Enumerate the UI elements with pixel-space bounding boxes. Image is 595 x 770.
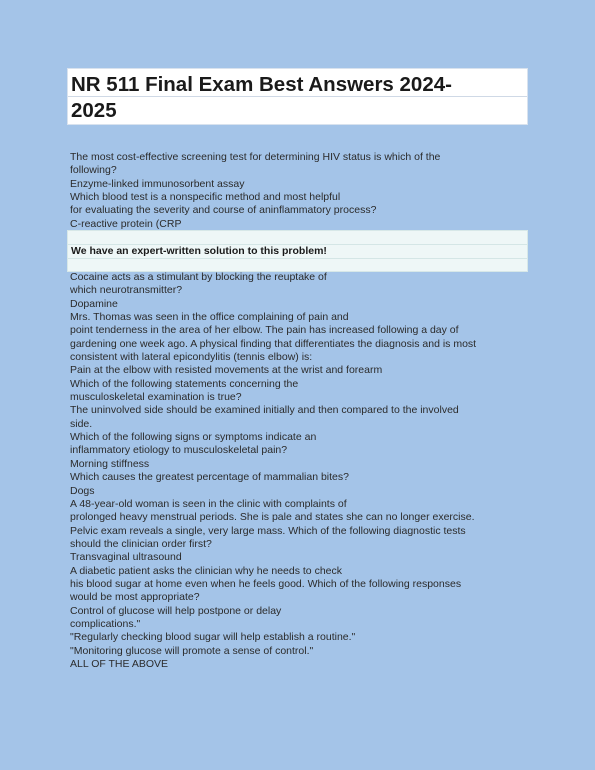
main-text-line: Dopamine [70, 297, 118, 310]
main-text-line: A diabetic patient asks the clinician why he needs to check [70, 564, 342, 577]
main-text-line: Which of the following statements concerning the [70, 377, 299, 390]
text-block-main [70, 271, 528, 671]
solution-banner-text: We have an expert-written solution to this problem! [71, 245, 327, 257]
main-text-line: side. [70, 417, 93, 430]
main-text-line: his blood sugar at home even when he feels good. Which of the following responses [70, 577, 462, 590]
main-text-line: inflammatory etiology to musculoskeletal pain? [70, 444, 288, 457]
main-text-line: ALL OF THE ABOVE [70, 657, 169, 670]
main-text-line: Cocaine acts as a stimulant by blocking the reuptake of [70, 271, 327, 283]
main-text-line: would be most appropriate? [70, 591, 200, 604]
intro-text-line: The most cost-effective screening test for determining HIV status is which of the [70, 151, 441, 163]
main-text-line: complications." [70, 617, 141, 630]
main-text-line: Pelvic exam reveals a single, very large mass. Which of the following diagnostic tests [70, 524, 466, 537]
main-text-line: point tenderness in the area of her elbow. The pain has increased following a day of [70, 324, 459, 337]
solution-banner [67, 230, 528, 272]
intro-text-line: for evaluating the severity and course of aninflammatory process? [70, 204, 377, 217]
main-text-line: Dogs [70, 484, 95, 497]
main-text-line: consistent with lateral epicondylitis (tennis elbow) is: [70, 351, 313, 364]
title-box [67, 68, 528, 125]
main-text-line: "Regularly checking blood sugar will help establish a routine." [70, 631, 356, 644]
main-text-line: Transvaginal ultrasound [70, 551, 182, 564]
main-text-line: "Monitoring glucose will promote a sense of control." [70, 644, 314, 657]
main-text-line: gardening one week ago. A physical finding that differentiates the diagnosis and is most [70, 337, 477, 350]
intro-text-line: Which blood test is a nonspecific method and most helpful [70, 191, 341, 204]
main-text-line: Mrs. Thomas was seen in the office complaining of pain and [70, 311, 349, 324]
page-title-line-1: NR 511 Final Exam Best Answers 2024- [71, 73, 452, 96]
main-text-line: The uninvolved side should be examined initially and then compared to the involved [70, 404, 459, 417]
main-text-line: which neurotransmitter? [70, 284, 183, 297]
banner-divider-bottom [68, 258, 527, 259]
main-text-line: A 48-year-old woman is seen in the clinic with complaints of [70, 497, 347, 510]
page-title-line-2: 2025 [71, 99, 117, 122]
text-block-intro [70, 151, 528, 231]
main-text-line: Morning stiffness [70, 457, 150, 470]
main-text-line: Which of the following signs or symptoms indicate an [70, 431, 317, 444]
main-text-line: Pain at the elbow with resisted movements at the wrist and forearm [70, 364, 383, 377]
main-text-line: Which causes the greatest percentage of mammalian bites? [70, 471, 349, 484]
main-text-line: musculoskeletal examination is true? [70, 391, 242, 404]
intro-text-line: C-reactive protein (CRP [70, 217, 182, 230]
main-text-line: prolonged heavy menstrual periods. She is pale and states she can no longer exercise. [70, 511, 475, 524]
main-text-line: should the clinician order first? [70, 537, 212, 550]
intro-text-line: Enzyme-linked immunosorbent assay [70, 177, 245, 190]
intro-text-line: following? [70, 164, 117, 177]
main-text-line: Control of glucose will help postpone or delay [70, 604, 282, 617]
page-title [71, 72, 523, 124]
